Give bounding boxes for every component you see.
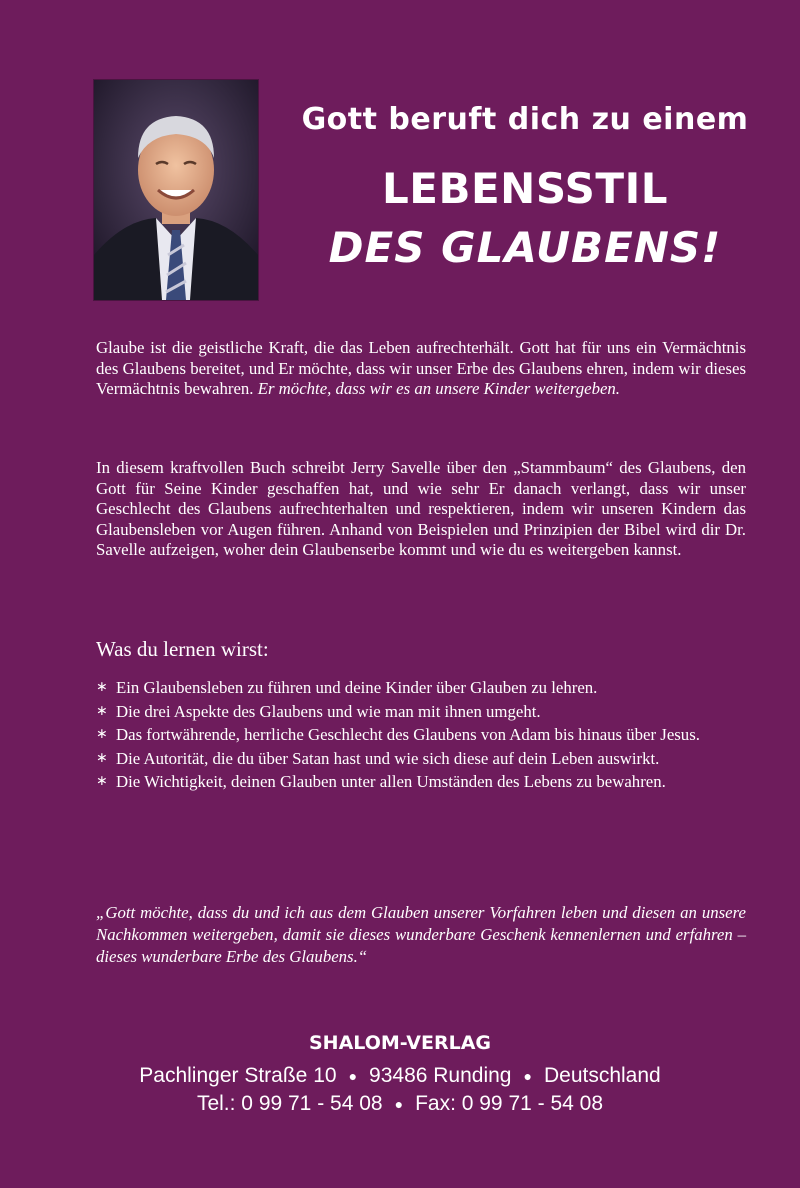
learn-list [96, 678, 746, 796]
description-paragraph: In diesem kraftvollen Buch schreibt Jerry Savelle über den „Stammbaum“ des Glaubens, den Gott für Seine Kinder geschaffen hat, und wie sehr Er danach verlangt, dass wir unser Geschlecht des Glaubens aufrechterhalten und respektieren, indem wir unseren Kindern das Glaubensleben vor Augen führen. Anhand von Beispielen und Prinzipien der Bibel wird dir Dr. Savelle aufzeigen, woher dein Glaubenserbe kommt und wie du es weitergeben kannst. [96, 458, 746, 559]
headline-line1: Gott beruft dich zu einem [301, 102, 749, 137]
publisher-contact [0, 1090, 800, 1118]
headline [280, 98, 770, 276]
list-item-text: Die Wichtigkeit, deinen Glauben unter allen Umständen des Lebens zu bewahren. [116, 772, 666, 791]
street: Pachlinger Straße 10 [139, 1064, 337, 1087]
bullet-dot-icon: ● [348, 1068, 358, 1085]
phone: Tel.: 0 99 71 - 54 08 [196, 1092, 383, 1115]
asterisk-icon: ∗ [96, 680, 108, 695]
list-item-text: Ein Glaubensleben zu führen und deine Kinder über Glauben zu lehren. [116, 678, 598, 697]
city: 93486 Runding [369, 1064, 512, 1087]
list-item-text: Die Autorität, die du über Satan hast und wie sich diese auf dein Leben auswirkt. [116, 748, 660, 768]
country: Deutschland [543, 1064, 661, 1087]
asterisk-icon: ∗ [96, 774, 108, 789]
list-item [96, 772, 746, 793]
asterisk-icon: ∗ [96, 750, 108, 766]
list-item [96, 702, 746, 723]
fax: Fax: 0 99 71 - 54 08 [415, 1092, 604, 1115]
list-item [96, 749, 746, 770]
bullet-dot-icon: ● [523, 1068, 532, 1085]
learn-title: Was du lernen wirst: [96, 637, 269, 661]
quote: „Gott möchte, dass du und ich aus dem Glauben unserer Vorfahren leben und diesen an unsere Nachkommen weitergeben, damit sie dieses wunderbare Geschenk kennenlernen und erfahren – dieses wunderbare Erbe des Glaubens.“ [96, 903, 746, 966]
list-item-text: Die drei Aspekte des Glaubens und wie man mit ihnen umgeht. [116, 701, 541, 721]
asterisk-icon: ∗ [96, 727, 108, 742]
intro-paragraph [96, 338, 746, 400]
author-photo [94, 80, 258, 300]
asterisk-icon: ∗ [96, 703, 108, 719]
list-item [96, 725, 746, 746]
bullet-dot-icon: ● [394, 1096, 404, 1113]
headline-line2: LEBENSSTIL [382, 164, 668, 213]
list-item [96, 678, 746, 699]
headline-line3: DES GLAUBENS! [328, 223, 722, 272]
publisher-name: SHALOM-VERLAG [308, 1032, 491, 1054]
intro-italic: Er möchte, dass wir es an unsere Kinder weitergeben. [257, 379, 621, 398]
intro-text: Glaube ist die geistliche Kraft, die das Leben aufrechterhält. Gott hat für uns ein Vermächtnis des Glaubens bereitet, und Er möchte, dass wir unser Erbe des Glaubens ehren, indem wir dieses Vermächtnis bewahren. [96, 338, 746, 398]
publisher-address [0, 1062, 800, 1090]
list-item-text: Das fortwährende, herrliche Geschlecht des Glaubens von Adam bis hinaus über Jesus. [116, 725, 700, 744]
